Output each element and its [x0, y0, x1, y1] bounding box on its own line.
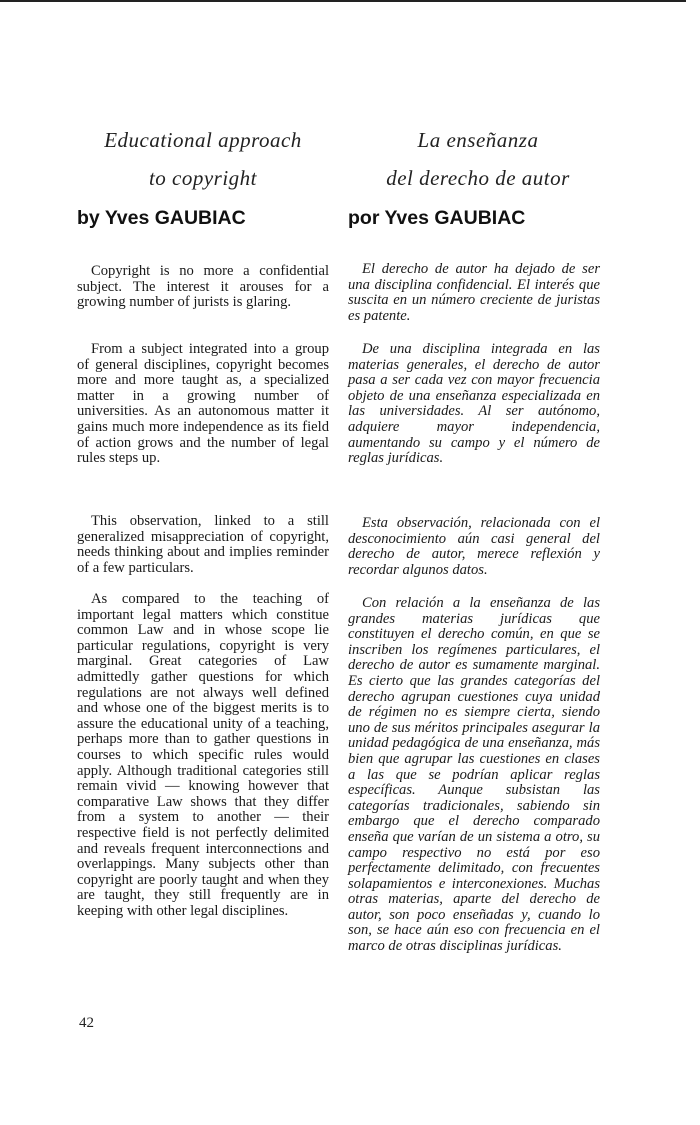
spanish-paragraph-2: De una disciplina integrada en las materias generales, el derecho de autor pasa a ser cada vez con mayor frecuencia objeto de una enseñanza especializada en las universidades. Al ser autónomo, adquiere mayor independencia, aumentando su campo y el número de reglas jurídicas. — [348, 341, 600, 467]
english-title-line1: Educational approach — [104, 128, 302, 152]
spanish-title-line1: La enseñanza — [417, 128, 539, 152]
english-paragraph-2: From a subject integrated into a group of general disciplines, copyright becomes more and more taught as, a specialized matter in a growing number of universities. As an autonomous matter it gains much more independence as its field of action grows and the number of legal rules steps up. — [77, 341, 329, 467]
english-title-line2: to copyright — [148, 166, 258, 190]
spanish-title-line2: del derecho de autor — [386, 166, 570, 190]
english-paragraph-1: Copyright is no more a confidential subject. The interest it arouses for a growing number of jurists is glaring. — [77, 263, 329, 311]
spanish-byline: por Yves GAUBIAC — [348, 207, 526, 229]
top-rule — [0, 0, 686, 2]
spanish-paragraph-4: Con relación a la enseñanza de las grandes materias jurídicas que constituyen el derecho común, en que se inscriben los regímenes particulares, el derecho de autor es sumamente marginal. Es cierto que las grandes categorías del derecho agrupan cuestiones cuya unidad de régimen no es siempre cierta, siendo uno de sus méritos principales asegurar la unidad pedagógica de una enseñanza, más bien que agrupar las cuestiones en clases a las que se podrían aplicar reglas específicas. Aunque subsistan las categorías tradicionales, sabiendo sin embargo que el derecho comparado enseña que varían de un sistema a otro, su campo respectivo no está por eso perfectamente delimitado, con frecuentes solapamientos e interconexiones. Muchas otras materias, aparte del derecho de autor, son poco enseñadas y, cuando lo son, se hace aún eso con frecuencia en el marco de otras disciplinas jurídicas. — [348, 595, 600, 955]
english-paragraph-3: This observation, linked to a still generalized misappreciation of copyright, needs thinking about and implies reminder of a few particulars. — [77, 513, 329, 576]
page-number: 42 — [79, 1015, 94, 1031]
spanish-paragraph-1: El derecho de autor ha dejado de ser una disciplina confidencial. El interés que suscita en un número creciente de juristas es patente. — [348, 261, 600, 324]
english-paragraph-4: As compared to the teaching of important legal matters which constitue common Law and in whose scope lie particular regulations, copyright is very marginal. Great categories of Law admittedly gather questions for which regulations are not always well defined and whose one of the biggest merits is to assure the educational unity of a teaching, perhaps more than to gather questions in courses to which specific rules would apply. Although traditional categories still remain vivid — knowing however that comparative Law shows that they differ from a system to another — their respective field is not perfectly delimited and reveals frequent interconnections and overlappings. Many subjects other than copyright are poorly taught and when they are taught, they still frequently are in keeping with other legal disciplines. — [77, 591, 329, 919]
spanish-paragraph-3: Esta observación, relacionada con el desconocimiento aún casi general del derecho de autor, merece reflexión y recordar algunos datos. — [348, 515, 600, 578]
english-byline: by Yves GAUBIAC — [77, 207, 246, 229]
